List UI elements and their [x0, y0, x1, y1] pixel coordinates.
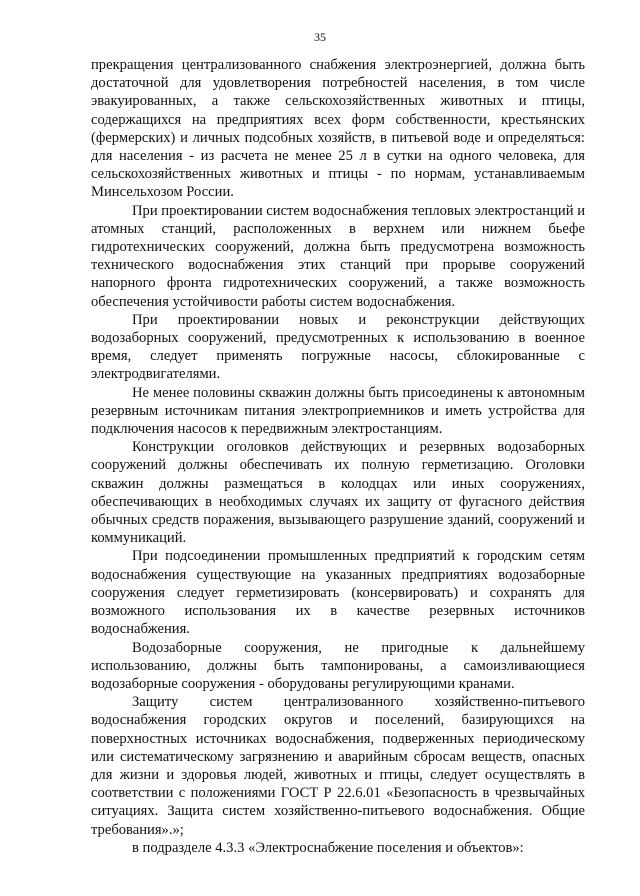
- page-number: 35: [314, 30, 326, 44]
- document-body: [91, 56, 585, 857]
- paragraph-8: Защиту систем централизованного хозяйственно-питьевого водоснабжения городских округов и поселений, базирующихся на поверхностных источниках водоснабжения, подверженных периодическому или систематическому загрязнению и аварийным сбросам веществ, опасных для жизни и здоровья людей, животных и птицы, следует осуществлять в соответствии с положениями ГОСТ Р 22.6.01 «Безопасность в чрезвычайных ситуациях. Защита систем хозяйственно-питьевого водоснабжения. Общие требования».»;: [91, 694, 585, 838]
- paragraph-4: Не менее половины скважин должны быть присоединены к автономным резервным источникам питания электроприемников и иметь устройства для подключения насосов к передвижным электростанциям.: [91, 384, 585, 438]
- paragraph-5: Конструкции оголовков действующих и резервных водозаборных сооружений должны обеспечивать их полную герметизацию. Оголовки скважин должны размещаться в колодцах или иных сооружениях, обеспечивающих в необходимых случаях их защиту от фугасного действия обычных средств поражения, вызывающего разрушение зданий, сооружений и коммуникаций.: [91, 439, 585, 547]
- paragraph-3: При проектировании новых и реконструкции действующих водозаборных сооружений, предусмотренных к использованию в военное время, следует применять погружные насосы, сблокированные с электродвигателями.: [91, 311, 585, 383]
- paragraph-2: При проектировании систем водоснабжения тепловых электростанций и атомных станций, расположенных в верхнем или нижнем бьефе гидротехнических сооружений, должна быть предусмотрена возможность технического водоснабжения этих станций при прорыве сооружений напорного фронта гидротехнических сооружений, а также возможность обеспечения устойчивости работы систем водоснабжения.: [91, 202, 585, 310]
- paragraph-6: При подсоединении промышленных предприятий к городским сетям водоснабжения существующие на указанных предприятиях водозаборные сооружения следует герметизировать (консервировать) и сохранять для возможного использования их в качестве резервных источников водоснабжения.: [91, 548, 585, 638]
- paragraph-7: Водозаборные сооружения, не пригодные к дальнейшему использованию, должны быть тампонированы, а самоизливающиеся водозаборные сооружения - оборудованы регулирующими кранами.: [91, 639, 585, 692]
- paragraph-9: в подразделе 4.3.3 «Электроснабжение поселения и объектов»:: [132, 839, 524, 856]
- paragraph-1: прекращения централизованного снабжения электроэнергией, должна быть достаточной для удовлетворения потребностей населения, в том числе эвакуированных, а также сельскохозяйственных животных и птицы, содержащихся на предприятиях всех форм собственности, крестьянских (фермерских) и личных подсобных хозяйств, в питьевой воде и определяться: для населения - из расчета не менее 25 л в сутки на одного человека, для сельскохозяйственных животных и птицы - по нормам, устанавливаемым Минсельхозом России.: [91, 57, 585, 201]
